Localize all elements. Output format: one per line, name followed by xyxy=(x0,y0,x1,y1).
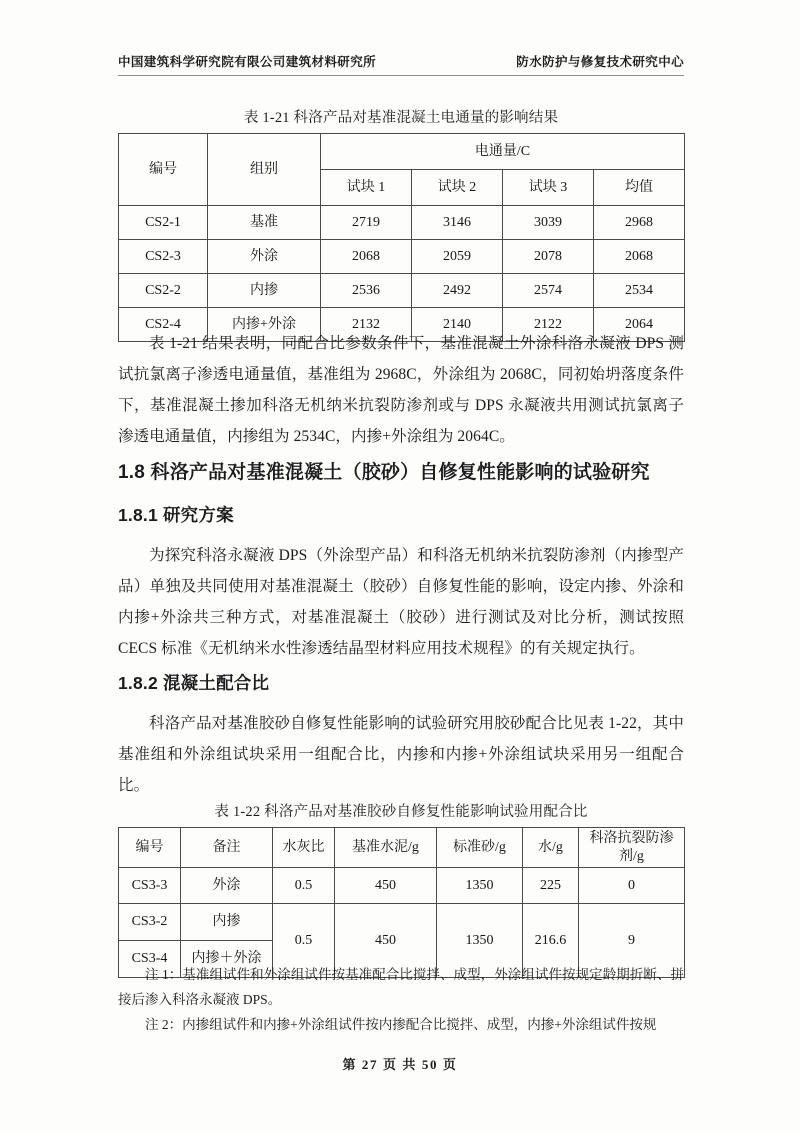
cell-id: CS3-4 xyxy=(119,941,181,978)
cell-average: 2064 xyxy=(594,308,685,342)
cell-cement: 450 xyxy=(335,904,437,978)
cell-group: 基准 xyxy=(208,206,321,240)
cell-group: 内掺+外涂 xyxy=(208,308,321,342)
running-header-left: 中国建筑科学研究院有限公司建筑材料研究所 xyxy=(118,55,377,69)
cell-average: 2534 xyxy=(594,274,685,308)
header-cell-water-cement-ratio: 水灰比 xyxy=(273,828,335,868)
cell-water-cement-ratio: 0.5 xyxy=(273,904,335,978)
cell-id: CS2-2 xyxy=(119,274,208,308)
table-1-22 xyxy=(118,827,685,978)
table-1-21-caption: 表 1-21 科洛产品对基准混凝土电通量的影响结果 xyxy=(243,110,559,126)
cell-id: CS3-3 xyxy=(119,868,181,904)
header-cell-charge-span: 电通量/C xyxy=(321,134,685,170)
cell-specimen-3: 2078 xyxy=(503,240,594,274)
header-cell-note: 备注 xyxy=(181,828,273,868)
cell-average: 2068 xyxy=(594,240,685,274)
cell-specimen-3: 2122 xyxy=(503,308,594,342)
table-row xyxy=(119,240,685,274)
cell-specimen-1: 2068 xyxy=(321,240,412,274)
cell-water-cement-ratio: 0.5 xyxy=(273,868,335,904)
cell-specimen-2: 2140 xyxy=(412,308,503,342)
cell-id: CS2-1 xyxy=(119,206,208,240)
cell-cement: 450 xyxy=(335,868,437,904)
header-cell-specimen-3: 试块 3 xyxy=(503,170,594,206)
cell-admixture: 0 xyxy=(579,868,685,904)
header-cell-specimen-1: 试块 1 xyxy=(321,170,412,206)
cell-group: 内掺 xyxy=(208,274,321,308)
table-1-22-notes xyxy=(118,962,684,1037)
paragraph-results-1-21: 表 1-21 结果表明，同配合比参数条件下，基准混凝土外涂科洛永凝液 DPS 测试抗氯离子渗透电通量值，基准组为 2968C，外涂组为 2068C，同初始坍落度条件下，基准混凝土掺加科洛无机纳米抗裂防渗剂或与 DPS 永凝液共用测试抗氯离子渗透电通量值，内掺组为 2534C，内掺+外涂组为 2064C。 xyxy=(118,335,684,445)
cell-id: CS2-3 xyxy=(119,240,208,274)
table-1-21 xyxy=(118,133,685,342)
header-cell-id: 编号 xyxy=(119,828,181,868)
cell-note: 内掺＋外涂 xyxy=(181,941,273,978)
table-row xyxy=(119,206,685,240)
page-footer: 第 27 页 共 50 页 xyxy=(342,1057,458,1072)
note-1: 注 1：基准组试件和外涂组试件按基准配合比搅拌、成型，外涂组试件按规定龄期折断、拼接后渗入科洛永凝液 DPS。 xyxy=(118,967,684,1007)
cell-note: 外涂 xyxy=(181,868,273,904)
cell-specimen-3: 2574 xyxy=(503,274,594,308)
table-1-22-caption: 表 1-22 科洛产品对基准胶砂自修复性能影响试验用配合比 xyxy=(214,804,588,820)
header-cell-cement: 基准水泥/g xyxy=(335,828,437,868)
cell-specimen-3: 3039 xyxy=(503,206,594,240)
paragraph-section-1-8-2: 科洛产品对基准胶砂自修复性能影响的试验研究用胶砂配合比见表 1-22，其中基准组和外涂组试块采用一组配合比，内掺和内掺+外涂组试块采用另一组配合比。 xyxy=(118,715,684,794)
cell-specimen-1: 2536 xyxy=(321,274,412,308)
header-cell-group: 组别 xyxy=(208,134,321,206)
cell-water: 225 xyxy=(523,868,579,904)
cell-specimen-1: 2132 xyxy=(321,308,412,342)
heading-section-1-8-2: 1.8.2 混凝土配合比 xyxy=(118,673,270,693)
cell-group: 外涂 xyxy=(208,240,321,274)
cell-standard-sand: 1350 xyxy=(437,868,523,904)
table-row xyxy=(119,274,685,308)
heading-section-1-8: 1.8 科洛产品对基准混凝土（胶砂）自修复性能影响的试验研究 xyxy=(118,462,650,483)
header-cell-water: 水/g xyxy=(523,828,579,868)
cell-standard-sand: 1350 xyxy=(437,904,523,978)
cell-specimen-2: 2492 xyxy=(412,274,503,308)
cell-specimen-2: 2059 xyxy=(412,240,503,274)
cell-note: 内掺 xyxy=(181,904,273,941)
table-1-21-header-row-1 xyxy=(119,134,685,170)
running-header xyxy=(118,52,684,76)
cell-id: CS2-4 xyxy=(119,308,208,342)
header-cell-admixture: 科洛抗裂防渗剂/g xyxy=(579,828,685,868)
cell-id: CS3-2 xyxy=(119,904,181,941)
heading-section-1-8-1: 1.8.1 研究方案 xyxy=(118,505,234,525)
cell-admixture: 9 xyxy=(579,904,685,978)
note-2: 注 2：内掺组试件和内掺+外涂组试件按内掺配合比搅拌、成型，内掺+外涂组试件按规 xyxy=(145,1017,657,1032)
cell-specimen-2: 3146 xyxy=(412,206,503,240)
header-cell-standard-sand: 标准砂/g xyxy=(437,828,523,868)
header-cell-specimen-2: 试块 2 xyxy=(412,170,503,206)
cell-specimen-1: 2719 xyxy=(321,206,412,240)
header-cell-average: 均值 xyxy=(594,170,685,206)
header-cell-id: 编号 xyxy=(119,134,208,206)
paragraph-section-1-8-1: 为探究科洛永凝液 DPS（外涂型产品）和科洛无机纳米抗裂防渗剂（内掺型产品）单独及共同使用对基准混凝土（胶砂）自修复性能的影响，设定内掺、外涂和内掺+外涂共三种方式，对基准混凝土（胶砂）进行测试及对比分析，测试按照 CECS 标准《无机纳米水性渗透结晶型材料应用技术规程》的有关规定执行。 xyxy=(118,547,684,657)
cell-water: 216.6 xyxy=(523,904,579,978)
running-header-right: 防水防护与修复技术研究中心 xyxy=(516,55,684,69)
table-row xyxy=(119,868,685,904)
cell-average: 2968 xyxy=(594,206,685,240)
table-1-22-header-row xyxy=(119,828,685,868)
table-row xyxy=(119,904,685,941)
